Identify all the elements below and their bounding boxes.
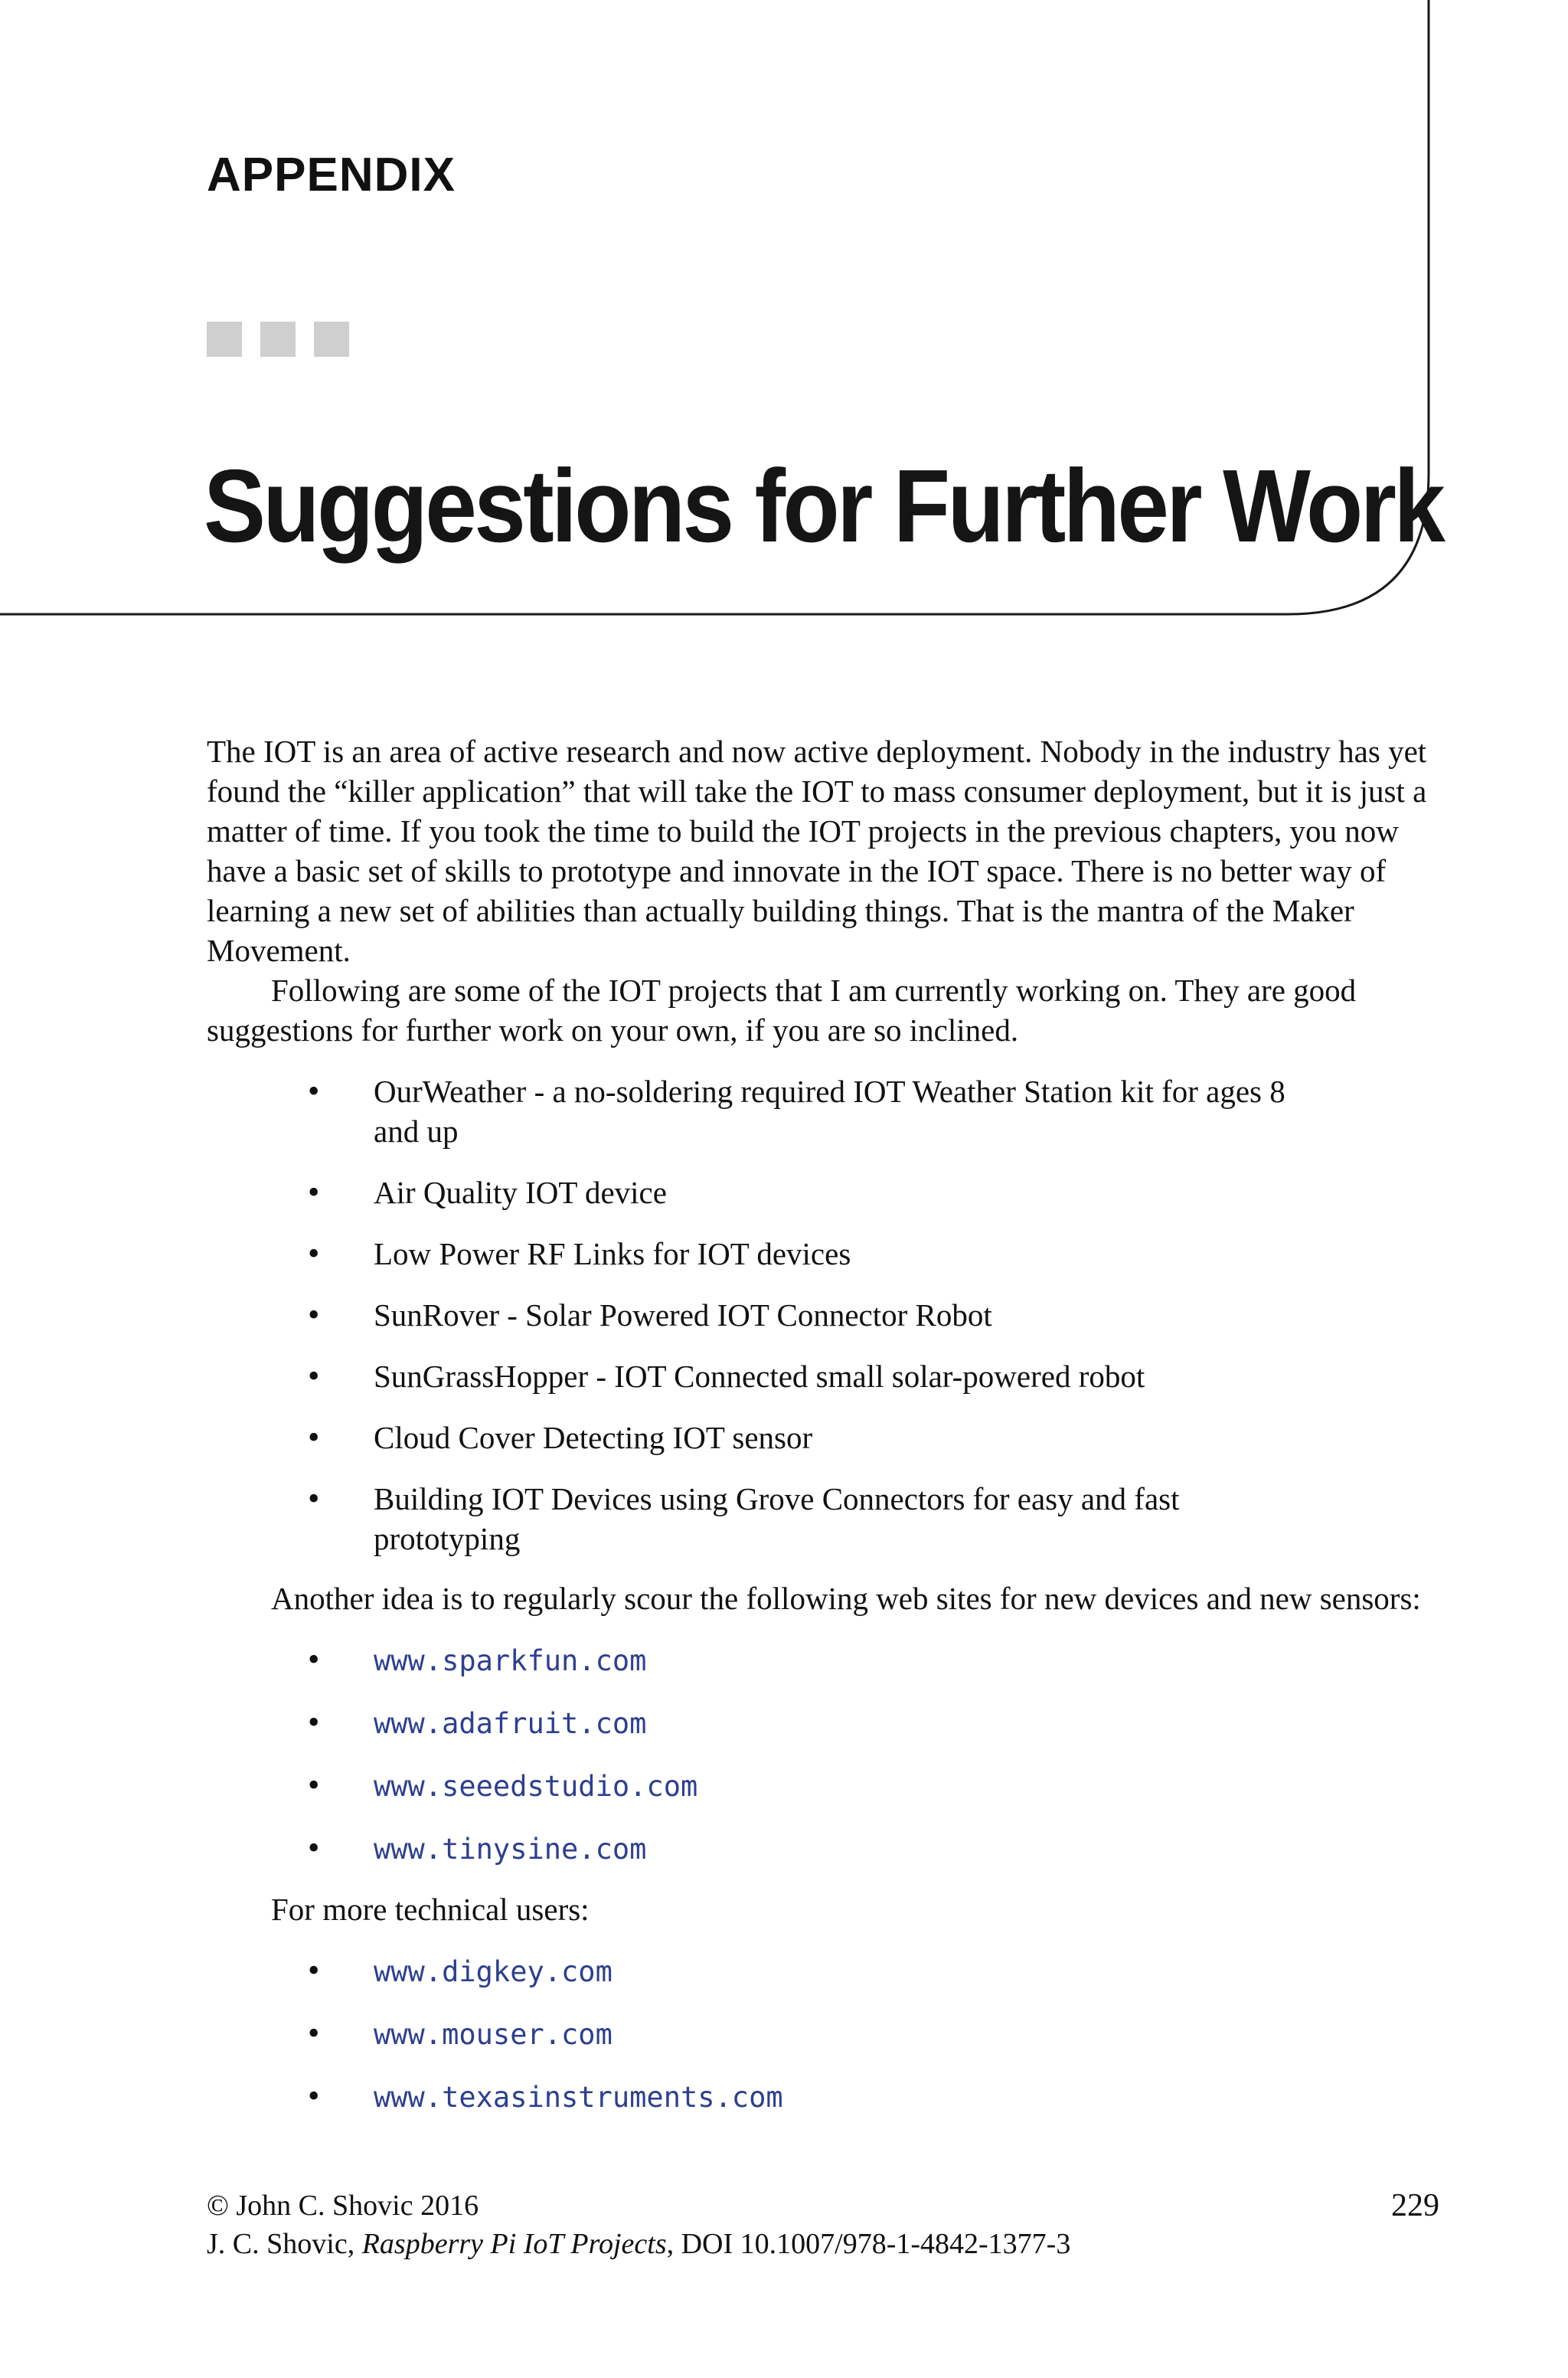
bullet-icon: •: [308, 1296, 320, 1333]
list-item: [207, 1356, 1331, 1396]
list-item-text: Air Quality IOT device: [374, 1175, 667, 1210]
page-number: 229: [1391, 2188, 1439, 2223]
technical-intro-paragraph: For more technical users:: [271, 1892, 590, 1927]
decorative-squares: [207, 322, 349, 357]
citation-doi: , DOI 10.1007/978-1-4842-1377-3: [666, 2228, 1071, 2260]
decorative-square: [207, 322, 242, 357]
list-item: [207, 2013, 1331, 2055]
list-item-text: Building IOT Devices using Grove Connectors for easy and fast prototyping: [374, 1481, 1180, 1556]
page-footer: [207, 2187, 1439, 2263]
copyright-notice: © John C. Shovic 2016: [207, 2190, 479, 2222]
bullet-icon: •: [308, 1640, 320, 1678]
bullet-icon: •: [308, 1173, 320, 1211]
list-item: [207, 1071, 1331, 1151]
list-item-text: Low Power RF Links for IOT devices: [374, 1236, 851, 1271]
bullet-icon: •: [308, 1357, 320, 1395]
website-link-tinysine[interactable]: www.tinysine.com: [374, 1833, 647, 1866]
list-item: [207, 1828, 1331, 1869]
bullet-icon: •: [308, 2014, 320, 2052]
body-text: [207, 731, 1439, 2138]
book-title: Raspberry Pi IoT Projects: [361, 2228, 667, 2260]
bullet-icon: •: [308, 1418, 320, 1456]
list-item: [207, 1173, 1331, 1212]
projects-list: [207, 1071, 1439, 1559]
website-link-adafruit[interactable]: www.adafruit.com: [374, 1707, 647, 1740]
list-item: [207, 1295, 1331, 1335]
bullet-icon: •: [308, 1951, 320, 1989]
websites-list: [207, 1640, 1439, 1869]
decorative-square: [314, 322, 349, 357]
list-item-text: Cloud Cover Detecting IOT sensor: [374, 1420, 813, 1455]
bullet-icon: •: [308, 1829, 320, 1866]
list-item: [207, 1418, 1331, 1457]
bullet-icon: •: [308, 1480, 320, 1517]
bullet-icon: •: [308, 1072, 320, 1110]
list-item: [207, 1234, 1331, 1274]
bullet-icon: •: [308, 1703, 320, 1741]
website-link-sparkfun[interactable]: www.sparkfun.com: [374, 1644, 647, 1677]
bullet-icon: •: [308, 1235, 320, 1272]
list-item-text: SunGrassHopper - IOT Connected small solar-powered robot: [374, 1359, 1145, 1394]
list-item: [207, 1951, 1331, 1992]
list-item: [207, 1479, 1331, 1559]
chapter-title: Suggestions for Further Work: [204, 448, 1443, 564]
list-item: [207, 1765, 1331, 1807]
list-item: [207, 1640, 1331, 1681]
website-link-mouser[interactable]: www.mouser.com: [374, 2018, 612, 2051]
list-item: [207, 2076, 1331, 2118]
technical-sites-list: [207, 1951, 1439, 2118]
bullet-icon: •: [308, 2077, 320, 2115]
list-item-text: OurWeather - a no-soldering required IOT Weather Station kit for ages 8 and up: [374, 1074, 1285, 1149]
decorative-square: [260, 322, 296, 357]
websites-intro-paragraph: Another idea is to regularly scour the following web sites for new devices and new sensors:: [271, 1581, 1421, 1616]
website-link-texasinstruments[interactable]: www.texasinstruments.com: [374, 2081, 783, 2114]
list-item: [207, 1703, 1331, 1744]
citation: [207, 2225, 1439, 2263]
website-link-seeedstudio[interactable]: www.seeedstudio.com: [374, 1770, 698, 1803]
website-link-digkey[interactable]: www.digkey.com: [374, 1955, 612, 1988]
intro-paragraph: The IOT is an area of active research and now active deployment. Nobody in the industry has yet found the “killer application” that will take the IOT to mass consumer deployment, but it is just a matter of time. If you took the time to build the IOT projects in the previous chapters, you now have a basic set of skills to prototype and innovate in the IOT space. There is no better way of learning a new set of abilities than actually building things. That is the mantra of the Maker Movement.: [207, 734, 1427, 968]
projects-intro-paragraph: Following are some of the IOT projects that I am currently working on. They are good suggestions for further work on your own, if you are so inclined.: [207, 973, 1357, 1048]
appendix-label: APPENDIX: [207, 149, 456, 201]
citation-prefix: J. C. Shovic,: [207, 2228, 362, 2260]
bullet-icon: •: [308, 1766, 320, 1804]
list-item-text: SunRover - Solar Powered IOT Connector Robot: [374, 1297, 992, 1333]
